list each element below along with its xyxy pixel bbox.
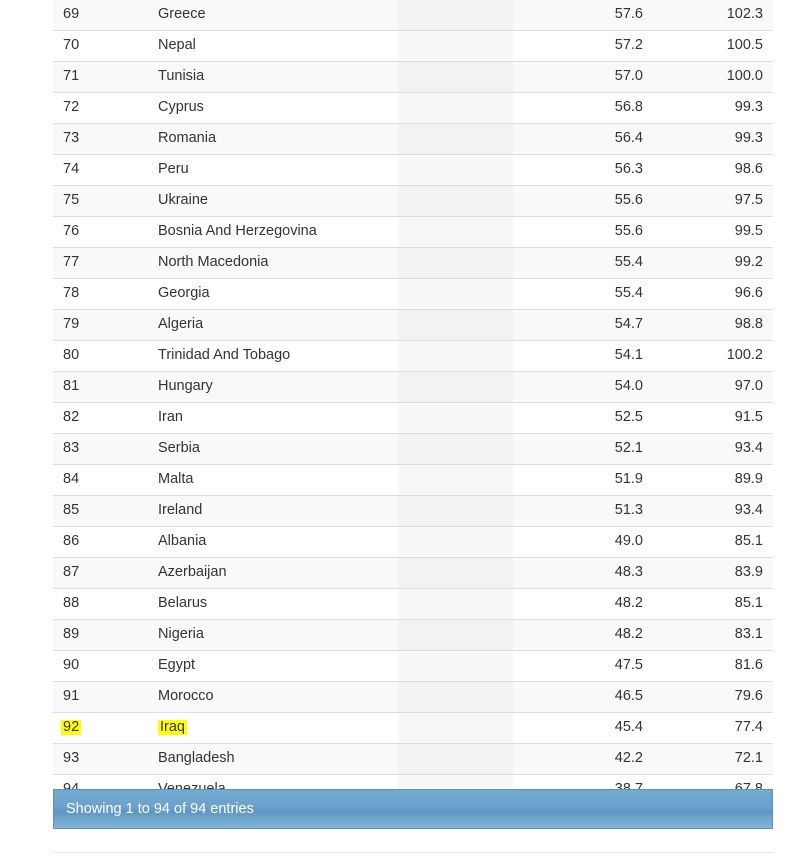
cell-rank (53, 62, 148, 93)
cell-rank (53, 31, 148, 62)
cell-rank (53, 248, 148, 279)
cell-spacer (398, 496, 513, 527)
rank-value: 89 (63, 626, 80, 642)
cell-country (148, 651, 398, 682)
cell-value-1: 46.5 (513, 682, 653, 713)
cell-value-2: 98.8 (653, 310, 773, 341)
country-value: Bosnia And Herzegovina (158, 223, 317, 239)
cell-spacer (398, 434, 513, 465)
country-value: Morocco (158, 688, 214, 704)
cell-value-2: 100.5 (653, 31, 773, 62)
country-value: Serbia (158, 440, 200, 456)
country-value: Iraq (160, 719, 185, 735)
cell-spacer (398, 93, 513, 124)
cell-country (148, 62, 398, 93)
cell-value-1: 49.0 (513, 527, 653, 558)
cell-value-1: 57.0 (513, 62, 653, 93)
table-row[interactable] (53, 744, 773, 775)
table-row[interactable] (53, 465, 773, 496)
country-value: Albania (158, 533, 207, 549)
cell-country (148, 620, 398, 651)
table-row[interactable] (53, 0, 773, 31)
cell-value-1: 55.6 (513, 186, 653, 217)
rank-value: 86 (63, 533, 80, 549)
table-row[interactable] (53, 434, 773, 465)
cell-value-1: 54.1 (513, 341, 653, 372)
country-value: Belarus (158, 595, 208, 611)
cell-country (148, 496, 398, 527)
cell-value-1: 48.2 (513, 620, 653, 651)
cell-country (148, 434, 398, 465)
cell-rank (53, 279, 148, 310)
cell-value-2: 100.2 (653, 341, 773, 372)
rank-value: 90 (63, 657, 80, 673)
cell-value-1: 47.5 (513, 651, 653, 682)
table-row[interactable] (53, 279, 773, 310)
ranking-table-container (53, 0, 773, 806)
cell-value-2: 99.2 (653, 248, 773, 279)
rank-value: 87 (63, 564, 80, 580)
country-value: Nigeria (158, 626, 204, 642)
cell-value-1: 42.2 (513, 744, 653, 775)
cell-rank (53, 651, 148, 682)
cell-value-2: 79.6 (653, 682, 773, 713)
table-row[interactable] (53, 372, 773, 403)
cell-rank (53, 589, 148, 620)
rank-value: 88 (63, 595, 80, 611)
cell-country (148, 155, 398, 186)
cell-value-2: 91.5 (653, 403, 773, 434)
table-row[interactable] (53, 310, 773, 341)
ranking-table-body (53, 0, 773, 806)
cell-country (148, 217, 398, 248)
table-row[interactable] (53, 124, 773, 155)
cell-rank (53, 620, 148, 651)
rank-value: 71 (63, 68, 80, 84)
cell-country (148, 310, 398, 341)
cell-country (148, 31, 398, 62)
cell-value-2: 98.6 (653, 155, 773, 186)
cell-rank (53, 558, 148, 589)
ranking-table (53, 0, 773, 806)
table-row[interactable] (53, 558, 773, 589)
cell-rank (53, 744, 148, 775)
table-row[interactable] (53, 155, 773, 186)
cell-value-1: 52.5 (513, 403, 653, 434)
cell-value-1: 56.4 (513, 124, 653, 155)
table-row[interactable] (53, 651, 773, 682)
country-value: Trinidad And Tobago (158, 347, 291, 363)
country-value: Egypt (158, 657, 196, 673)
cell-value-2: 97.0 (653, 372, 773, 403)
cell-country (148, 93, 398, 124)
cell-value-1: 45.4 (513, 713, 653, 744)
cell-rank (53, 155, 148, 186)
cell-spacer (398, 465, 513, 496)
cell-value-2: 97.5 (653, 186, 773, 217)
cell-country (148, 713, 398, 744)
table-row[interactable] (53, 62, 773, 93)
country-value: Azerbaijan (158, 564, 227, 580)
cell-rank (53, 496, 148, 527)
rank-value: 76 (63, 223, 80, 239)
table-row[interactable] (53, 186, 773, 217)
cell-rank (53, 341, 148, 372)
cell-value-2: 85.1 (653, 527, 773, 558)
cell-rank (53, 527, 148, 558)
cell-spacer (398, 279, 513, 310)
cell-rank (53, 124, 148, 155)
rank-value: 92 (63, 719, 80, 735)
table-row[interactable] (53, 217, 773, 248)
cell-value-1: 48.2 (513, 589, 653, 620)
cell-country (148, 124, 398, 155)
country-value: Malta (158, 471, 194, 487)
rank-value: 72 (63, 99, 80, 115)
country-value: Algeria (158, 316, 204, 332)
cell-value-2: 99.5 (653, 217, 773, 248)
cell-rank (53, 465, 148, 496)
rank-value: 74 (63, 161, 80, 177)
cell-value-2: 99.3 (653, 93, 773, 124)
rank-value: 75 (63, 192, 80, 208)
table-row[interactable] (53, 341, 773, 372)
table-row[interactable] (53, 527, 773, 558)
cell-value-1: 55.4 (513, 279, 653, 310)
cell-rank (53, 682, 148, 713)
cell-spacer (398, 248, 513, 279)
cell-value-1: 56.8 (513, 93, 653, 124)
cell-value-1: 55.6 (513, 217, 653, 248)
cell-country (148, 186, 398, 217)
cell-value-2: 72.1 (653, 744, 773, 775)
cell-spacer (398, 124, 513, 155)
table-row[interactable] (53, 31, 773, 62)
table-row[interactable] (53, 496, 773, 527)
cell-value-1: 48.3 (513, 558, 653, 589)
cell-spacer (398, 186, 513, 217)
cell-country (148, 744, 398, 775)
rank-value: 81 (63, 378, 80, 394)
table-row[interactable] (53, 93, 773, 124)
cell-spacer (398, 651, 513, 682)
rank-value: 78 (63, 285, 80, 301)
cell-value-2: 96.6 (653, 279, 773, 310)
cell-country (148, 527, 398, 558)
cell-spacer (398, 589, 513, 620)
rank-value: 83 (63, 440, 80, 456)
cell-spacer (398, 372, 513, 403)
cell-spacer (398, 403, 513, 434)
cell-rank (53, 372, 148, 403)
country-value: Romania (158, 130, 217, 146)
cell-value-2: 81.6 (653, 651, 773, 682)
table-row[interactable] (53, 248, 773, 279)
country-value: North Macedonia (158, 254, 269, 270)
cell-value-1: 57.2 (513, 31, 653, 62)
cell-value-2: 99.3 (653, 124, 773, 155)
country-value: Hungary (158, 378, 213, 394)
cell-rank (53, 713, 148, 744)
cell-rank (53, 186, 148, 217)
country-value: Cyprus (158, 99, 204, 115)
country-value: Peru (158, 161, 189, 177)
rank-value: 73 (63, 130, 80, 146)
cell-value-1: 51.3 (513, 496, 653, 527)
cell-spacer (398, 31, 513, 62)
cell-spacer (398, 217, 513, 248)
cell-rank (53, 310, 148, 341)
cell-value-2: 85.1 (653, 589, 773, 620)
country-value: Georgia (158, 285, 210, 301)
cell-value-2: 100.0 (653, 62, 773, 93)
table-info-text: Showing 1 to 94 of 94 entries (66, 801, 254, 817)
rank-value: 80 (63, 347, 80, 363)
rank-value: 84 (63, 471, 80, 487)
rank-value: 79 (63, 316, 80, 332)
cell-rank (53, 434, 148, 465)
cell-country (148, 0, 398, 31)
rank-value: 77 (63, 254, 80, 270)
rank-value: 69 (63, 6, 80, 22)
cell-spacer (398, 527, 513, 558)
rank-value: 91 (63, 688, 80, 704)
cell-country (148, 589, 398, 620)
table-row[interactable] (53, 713, 773, 744)
cell-value-1: 57.6 (513, 0, 653, 31)
cell-rank (53, 0, 148, 31)
rank-value: 70 (63, 37, 80, 53)
cell-spacer (398, 682, 513, 713)
bottom-divider (53, 852, 773, 853)
cell-country (148, 372, 398, 403)
country-value: Iran (158, 409, 183, 425)
cell-spacer (398, 341, 513, 372)
cell-value-1: 56.3 (513, 155, 653, 186)
cell-spacer (398, 558, 513, 589)
cell-spacer (398, 713, 513, 744)
cell-country (148, 465, 398, 496)
cell-rank (53, 217, 148, 248)
cell-spacer (398, 155, 513, 186)
table-row[interactable] (53, 682, 773, 713)
cell-value-2: 83.1 (653, 620, 773, 651)
rank-value: 93 (63, 750, 80, 766)
cell-value-2: 77.4 (653, 713, 773, 744)
cell-country (148, 558, 398, 589)
country-value: Greece (158, 6, 206, 22)
country-value: Tunisia (158, 68, 205, 84)
cell-rank (53, 93, 148, 124)
rank-value: 82 (63, 409, 80, 425)
cell-country (148, 682, 398, 713)
cell-value-2: 83.9 (653, 558, 773, 589)
rank-value: 85 (63, 502, 80, 518)
cell-value-1: 54.7 (513, 310, 653, 341)
country-value: Ireland (158, 502, 203, 518)
cell-country (148, 248, 398, 279)
country-value: Bangladesh (158, 750, 235, 766)
cell-country (148, 279, 398, 310)
cell-value-1: 55.4 (513, 248, 653, 279)
cell-value-1: 54.0 (513, 372, 653, 403)
cell-value-2: 93.4 (653, 434, 773, 465)
cell-country (148, 403, 398, 434)
cell-spacer (398, 744, 513, 775)
cell-value-2: 102.3 (653, 0, 773, 31)
cell-spacer (398, 62, 513, 93)
table-row[interactable] (53, 403, 773, 434)
cell-spacer (398, 0, 513, 31)
table-row[interactable] (53, 620, 773, 651)
country-value: Ukraine (158, 192, 208, 208)
cell-value-1: 52.1 (513, 434, 653, 465)
cell-value-1: 51.9 (513, 465, 653, 496)
cell-country (148, 341, 398, 372)
cell-spacer (398, 620, 513, 651)
cell-spacer (398, 310, 513, 341)
cell-value-2: 89.9 (653, 465, 773, 496)
table-row[interactable] (53, 589, 773, 620)
cell-value-2: 93.4 (653, 496, 773, 527)
table-info-bar (53, 789, 773, 829)
cell-rank (53, 403, 148, 434)
country-value: Nepal (158, 37, 196, 53)
